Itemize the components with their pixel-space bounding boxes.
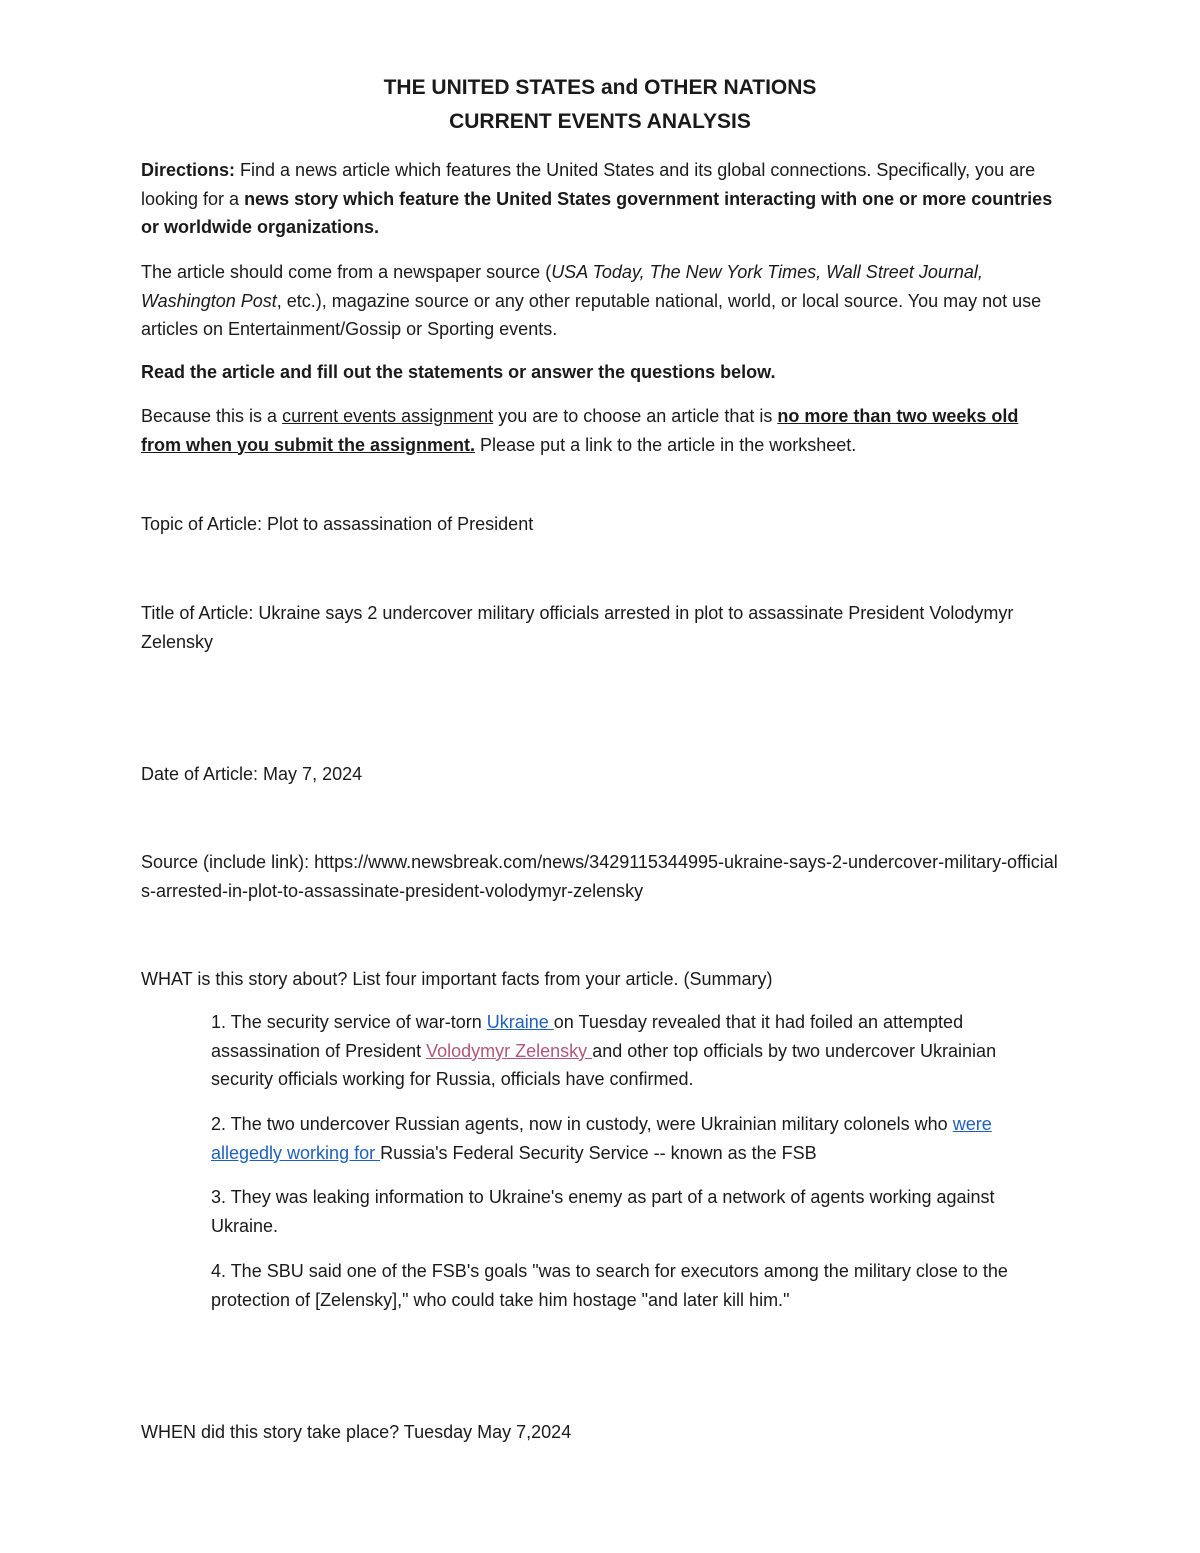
date-field: Date of Article: May 7, 2024 (141, 764, 363, 784)
timing-para-mid: you are to choose an article that is (493, 406, 778, 426)
fact-3: 3. They was leaking information to Ukraine's enemy as part of a network of agents working against Ukraine. (211, 1187, 995, 1236)
timing-para-text: Because this is a (141, 406, 283, 426)
document-subtitle: CURRENT EVENTS ANALYSIS (449, 110, 751, 133)
topic-field: Topic of Article: Plot to assassination of President (141, 514, 534, 534)
source-para-text: The article should come from a newspaper source ( (141, 262, 552, 282)
directions-label: Directions: (141, 160, 236, 180)
source-para-text-end: , etc.), magazine source or any other reputable national, world, or local source. You may not use articles on Entertainment/Gossip or Sporting events. (141, 290, 1042, 339)
source-field: Source (include link): https://www.newsbreak.com/news/3429115344995-ukraine-says-2-undercover-military-officials-arrested-in-plot-to-assassinate-president-volodymyr-zelensky (141, 852, 1058, 901)
document-title: THE UNITED STATES and OTHER NATIONS (383, 76, 817, 99)
fact-1-text: 1. The security service of war-torn (211, 1012, 487, 1032)
fact-1-end: and other top officials by two undercover Ukrainian security officials working for Russia, officials have confirmed. (211, 1040, 997, 1089)
timing-paragraph (141, 402, 1061, 459)
zelensky-link[interactable]: Volodymyr Zelensky (426, 1040, 593, 1061)
fact-4: 4. The SBU said one of the FSB's goals "was to search for executors among the military close to the protection of [Zelensky]," who could take him hostage "and later kill him." (211, 1261, 1008, 1310)
directions-text: Find a news article which features the United States and its global connections. Specifically, you are looking for a (141, 160, 1036, 209)
when-question: WHEN did this story take place? Tuesday May 7,2024 (141, 1422, 572, 1442)
fact-1 (211, 1008, 1061, 1094)
title-field: Title of Article: Ukraine says 2 undercover military officials arrested in plot to assassinate President Volodymyr Zelensky (141, 603, 1014, 652)
directions-bold-text: news story which feature the United States government interacting with one or more countries or worldwide organizations. (141, 188, 1053, 237)
what-question: WHAT is this story about? List four important facts from your article. (Summary) (141, 969, 773, 989)
ukraine-link[interactable]: Ukraine (486, 1012, 554, 1032)
timing-para-underline: current events assignment (282, 406, 494, 426)
fact-2-end: Russia's Federal Security Service -- known as the FSB (380, 1142, 817, 1163)
timing-para-end: Please put a link to the article in the worksheet. (475, 434, 857, 455)
source-para-italic: USA Today, The New York Times, Wall Street Journal, Washington Post (141, 262, 983, 311)
fact-1-mid: on Tuesday revealed that it had foiled an attempted assassination of President (211, 1012, 964, 1061)
read-instruction: Read the article and fill out the statements or answer the questions below. (141, 362, 776, 382)
source-requirements-paragraph (141, 258, 1061, 344)
timing-para-bold-underline: no more than two weeks old from when you submit the assignment. (141, 406, 1019, 455)
working-for-link[interactable]: were allegedly working for (211, 1114, 992, 1163)
fact-2-text: 2. The two undercover Russian agents, now in custody, were Ukrainian military colonels who (211, 1114, 953, 1134)
fact-2 (211, 1110, 1061, 1167)
directions-paragraph (141, 156, 1061, 242)
